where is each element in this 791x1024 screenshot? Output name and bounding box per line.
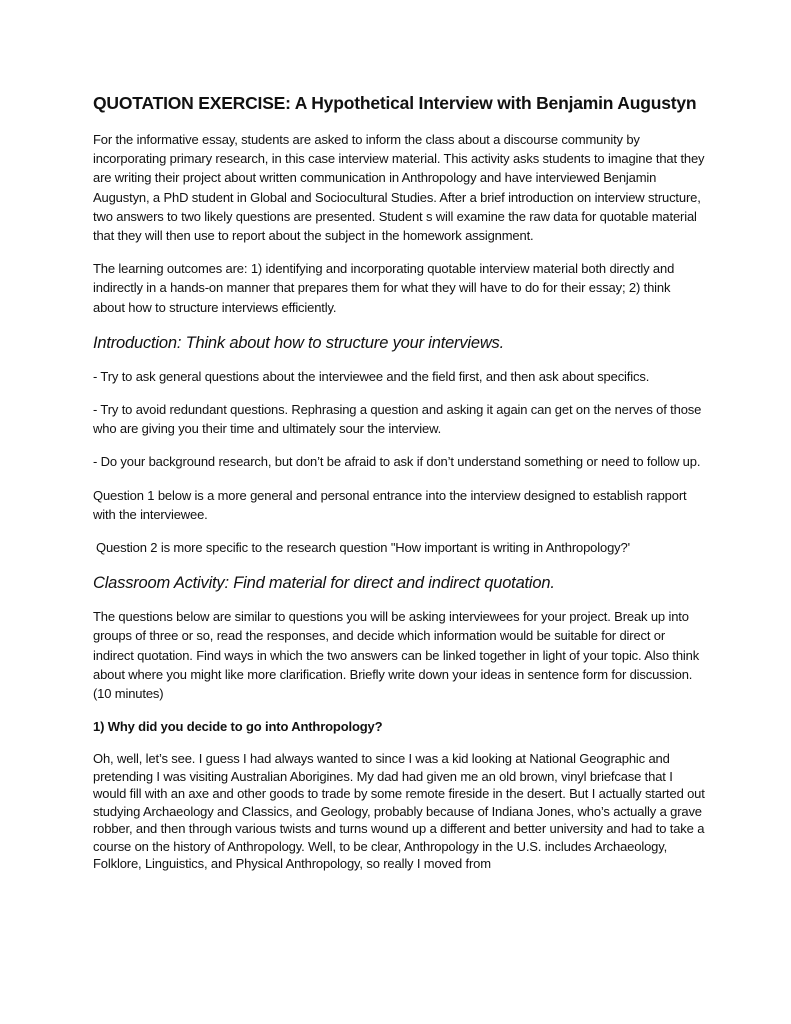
interview-tip-3: - Do your background research, but don’t be afraid to ask if don’t understand something or need to follow up. [93,454,701,470]
interview-tip-2: - Try to avoid redundant questions. Rephrasing a question and asking it again can get on the nerves of those who are giving you their time and ultimately sour the interview. [93,402,702,437]
section-heading-classroom-activity: Classroom Activity: Find material for direct and indirect quotation. [93,574,555,593]
learning-outcomes-paragraph: The learning outcomes are: 1) identifying and incorporating quotable interview material both directly and indirectly in a hands-on manner that prepares them for what they will have to do for their essay; 2) think about how to structure interviews efficiently. [93,261,675,315]
question-1-note: Question 1 below is a more general and personal entrance into the interview designed to establish rapport with the interviewee. [93,487,687,522]
document-title: QUOTATION EXERCISE: A Hypothetical Interview with Benjamin Augustyn [93,93,697,113]
interview-tip-1: - Try to ask general questions about the interviewee and the field first, and then ask about specifics. [93,368,650,384]
answer-1-paragraph: Oh, well, let’s see. I guess I had always wanted to since I was a kid looking at National Geographic and pretending I was visiting Australian Aborigines. My dad had given me an old brown, vinyl briefcase that I would fill with an axe and other goods to trade by some remote fireside in the desert. But I actually started out studying Archaeology and Classics, and Geology, probably because of Indiana Jones, who’s actually a grave robber, and then through various twists and turns wound up a different and better university and had to take a course on the history of Anthropology. Well, to be clear, Anthropology in the U.S. includes Archaeology, Folklore, Linguistics, and Physical Anthropology, so really I moved from [93,751,705,872]
activity-paragraph: The questions below are similar to questions you will be asking interviewees for your project. Break up into groups of three or so, read the responses, and decide which information would be suitable for direct or indirect quotation. Find ways in which the two answers can be linked together in light of your topic. Also think about where you might like more clarification. Briefly write down your ideas in sentence form for discussion. (10 minutes) [93,609,700,702]
question-2-note: Question 2 is more specific to the research question "How important is writing in Anthropology?' [96,540,630,556]
question-1-heading: 1) Why did you decide to go into Anthropology? [93,719,383,735]
section-heading-introduction: Introduction: Think about how to structure your interviews. [93,333,504,352]
document-page [93,90,705,887]
intro-paragraph: For the informative essay, students are asked to inform the class about a discourse community by incorporating primary research, in this case interview material. This activity asks students to imagine that they are writing their project about written communication in Anthropology and have interviewed Benjamin Augustyn, a PhD student in Global and Sociocultural Studies. After a brief introduction on interview structure, two answers to two likely questions are presented. Student s will examine the raw data for quotable material that they will then use to report about the subject in the homework assignment. [93,132,705,244]
